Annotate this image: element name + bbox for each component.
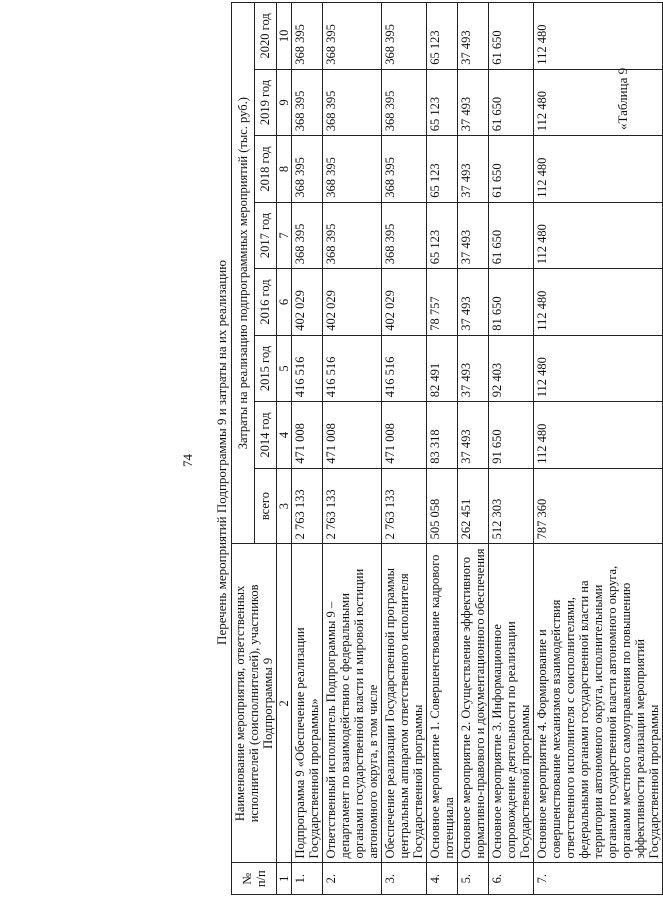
costs-table (231, 2, 663, 895)
row-year-value: 37 493 (458, 269, 489, 336)
row-number: 4. (427, 863, 458, 895)
row-year-value: 81 650 (489, 269, 534, 336)
row-number: 5. (458, 863, 489, 895)
row-year-value: 91 650 (489, 402, 534, 469)
row-number: 3. (382, 863, 427, 895)
table-row (427, 3, 458, 895)
year-header: 2019 год (254, 69, 277, 136)
row-year-value: 368 395 (292, 3, 323, 70)
year-header: 2017 год (254, 202, 277, 269)
row-year-value: 37 493 (458, 3, 489, 70)
year-header: 2016 год (254, 269, 277, 336)
index-cell: 5 (277, 335, 292, 402)
page-number: 74 (180, 454, 195, 467)
row-year-value: 112 480 (534, 136, 663, 203)
row-year-value: 368 395 (323, 69, 382, 136)
row-total: 505 058 (427, 468, 458, 544)
row-number: 1. (292, 863, 323, 895)
row-year-value: 65 123 (427, 136, 458, 203)
row-year-value: 368 395 (382, 202, 427, 269)
row-year-value: 402 029 (292, 269, 323, 336)
row-name: Основное мероприятие 1. Совершенствование кадрового потенциала (427, 544, 458, 863)
year-header: 2018 год (254, 136, 277, 203)
row-year-value: 416 516 (323, 335, 382, 402)
row-year-value: 368 395 (292, 136, 323, 203)
row-year-value: 65 123 (427, 3, 458, 70)
row-year-value: 37 493 (458, 69, 489, 136)
row-year-value: 37 493 (458, 402, 489, 469)
index-cell: 8 (277, 136, 292, 203)
row-year-value: 112 480 (534, 335, 663, 402)
row-year-value: 61 650 (489, 3, 534, 70)
row-year-value: 368 395 (382, 69, 427, 136)
row-year-value: 61 650 (489, 136, 534, 203)
index-cell: 7 (277, 202, 292, 269)
row-year-value: 37 493 (458, 136, 489, 203)
row-total: 512 303 (489, 468, 534, 544)
row-year-value: 368 395 (382, 136, 427, 203)
row-year-value: 65 123 (427, 202, 458, 269)
row-year-value: 92 403 (489, 335, 534, 402)
row-year-value: 82 491 (427, 335, 458, 402)
row-year-value: 368 395 (323, 3, 382, 70)
row-name: Подпрограмма 9 «Обеспечение реализации Государственной программы» (292, 544, 323, 863)
index-cell: 2 (277, 544, 292, 863)
row-year-value: 402 029 (323, 269, 382, 336)
row-total: 2 763 133 (292, 468, 323, 544)
row-total: 262 451 (458, 468, 489, 544)
row-number: 7. (534, 863, 663, 895)
table-body (292, 3, 663, 895)
page-title: Перечень мероприятий Подпрограммы 9 и затраты на их реализацию (214, 260, 229, 645)
row-year-value: 471 008 (292, 402, 323, 469)
col-name-header: Наименование мероприятия, ответственных исполнителей (соисполнителей), участников Подпрограммы 9 (232, 544, 277, 863)
table-row (489, 3, 534, 895)
col-total-header: всего (254, 468, 277, 544)
row-name: Основное мероприятие 3. Информационное сопровождение деятельности по реализации Государственной программы (489, 544, 534, 863)
index-cell: 3 (277, 468, 292, 544)
row-year-value: 37 493 (458, 335, 489, 402)
table-row (382, 3, 427, 895)
row-year-value: 61 650 (489, 202, 534, 269)
row-year-value: 83 318 (427, 402, 458, 469)
row-name: Обеспечение реализации Государственной программы центральным аппаратом ответственного исполнителя Государственной программы (382, 544, 427, 863)
row-number: 2. (323, 863, 382, 895)
year-header: 2015 год (254, 335, 277, 402)
row-year-value: 416 516 (382, 335, 427, 402)
row-number: 6. (489, 863, 534, 895)
row-year-value: 368 395 (323, 202, 382, 269)
table-row (292, 3, 323, 895)
table-tag: «Таблица 9 (615, 67, 630, 130)
row-year-value: 65 123 (427, 69, 458, 136)
index-cell: 10 (277, 3, 292, 70)
row-year-value: 61 650 (489, 69, 534, 136)
row-year-value: 416 516 (292, 335, 323, 402)
row-total: 2 763 133 (382, 468, 427, 544)
row-year-value: 402 029 (382, 269, 427, 336)
row-year-value: 112 480 (534, 402, 663, 469)
table-row (323, 3, 382, 895)
header-row-1 (232, 3, 255, 895)
row-year-value: 112 480 (534, 3, 663, 70)
row-year-value: 112 480 (534, 202, 663, 269)
row-name: Основное мероприятие 4. Формирование и совершенствование механизмов взаимодействия ответственного исполнителя с соисполнителями, федеральными органами государственной власти на территории автономного округа, исполнительными органами государственной власти автономного округа, органами местного самоуправления по повышению эффективности реализации мероприятий Государственной программы (534, 544, 663, 863)
index-cell: 1 (277, 863, 292, 895)
row-year-value: 368 395 (292, 202, 323, 269)
row-year-value: 471 008 (382, 402, 427, 469)
col-no-header: № п/п (232, 863, 277, 895)
row-year-value: 78 757 (427, 269, 458, 336)
row-name: Основное мероприятие 2. Осуществление эффективного нормативно-правового и документационного обеспечения (458, 544, 489, 863)
row-year-value: 368 395 (323, 136, 382, 203)
row-year-value: 37 493 (458, 202, 489, 269)
index-cell: 6 (277, 269, 292, 336)
col-costs-header: Затраты на реализацию подпрограммных мероприятий (тыс. руб.) (232, 3, 255, 544)
year-header: 2020 год (254, 3, 277, 70)
table-row (458, 3, 489, 895)
year-header: 2014 год (254, 402, 277, 469)
row-year-value: 471 008 (323, 402, 382, 469)
index-cell: 9 (277, 69, 292, 136)
index-cell: 4 (277, 402, 292, 469)
row-year-value: 368 395 (382, 3, 427, 70)
row-year-value: 112 480 (534, 69, 663, 136)
index-row (277, 3, 292, 895)
row-year-value: 112 480 (534, 269, 663, 336)
row-total: 787 360 (534, 468, 663, 544)
table-row (534, 3, 663, 895)
row-name: Ответственный исполнитель Подпрограммы 9 – департамент по взаимодействию с федеральными органами государственной власти и мировой юстиции автономного округа, в том числе (323, 544, 382, 863)
row-year-value: 368 395 (292, 69, 323, 136)
row-total: 2 763 133 (323, 468, 382, 544)
